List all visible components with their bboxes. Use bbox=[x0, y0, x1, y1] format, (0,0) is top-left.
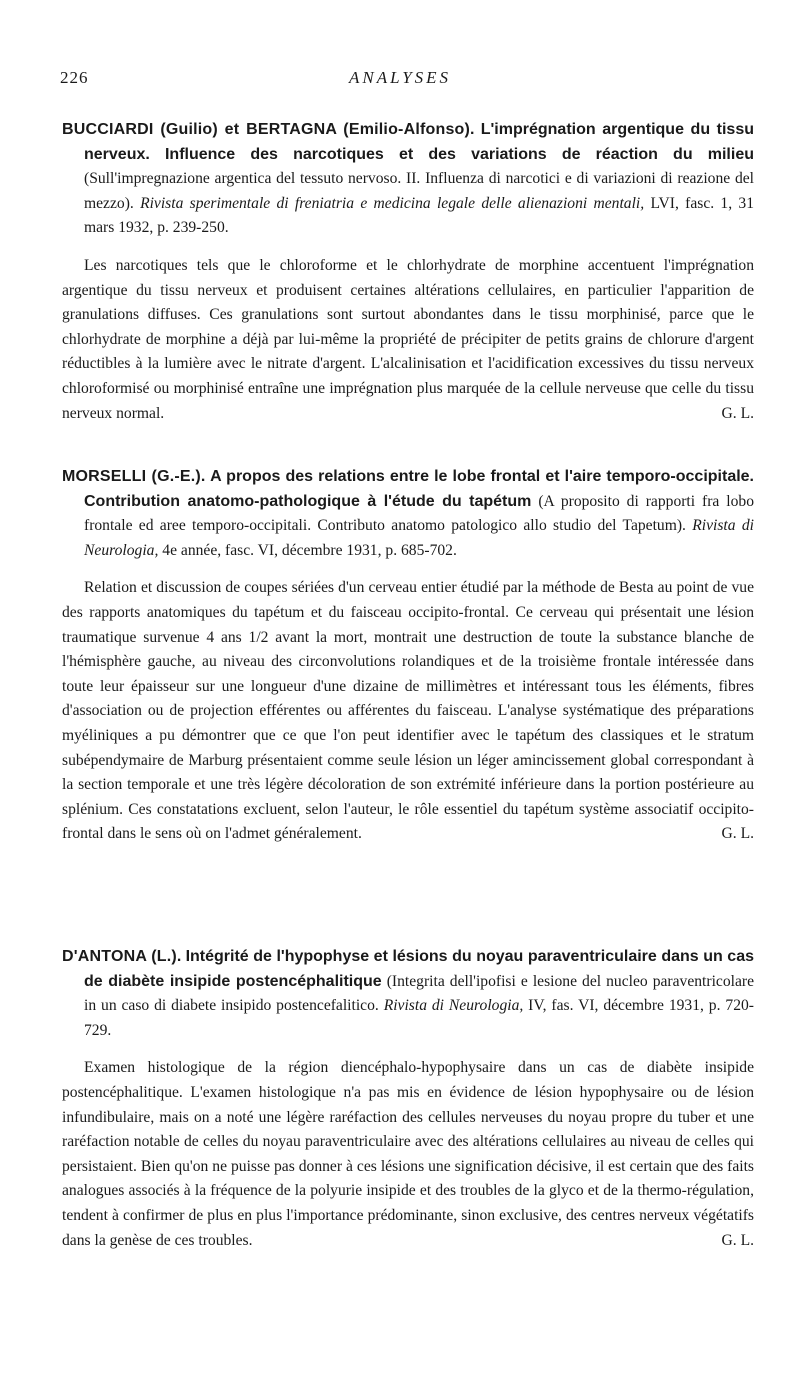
entry-authors: MORSELLI (G.-E.). bbox=[62, 468, 206, 485]
reviewer-signature: G. L. bbox=[721, 1231, 754, 1249]
publication-details: IV, fas. VI, décembre 1931, p. 720-729. bbox=[84, 997, 754, 1039]
page-header bbox=[60, 68, 740, 92]
journal-name: Rivista sperimentale di freniatria e medicina legale delle alienazioni mentali, bbox=[140, 194, 645, 212]
review-text bbox=[62, 576, 754, 847]
review-body: Relation et discussion de coupes sériées d'un cerveau entier étudié par la méthode de Besta au point de vue des rapports anatomiques du tapétum et du faisceau occipito-frontal. Ce cerveau qui présentait une lésion traumatique survenue 4 ans 1/2 avant la mort, montrait une destruction de toute la substance blanche de l'hémisphère gauche, au niveau des circonvolutions rolandiques et de la troisième frontale intéressée dans toute leur épaisseur sur une longueur d'une dizaine de millimètres et intéressant tous les éléments, fibres d'association ou de projection efférentes ou afférentes du faisceau. L'analyse systématique des préparations myéliniques a pu démontrer que ce que l'on peut identifier avec le tapétum des classiques et le stratum subépendymaire de Marburg présentaient comme seule lésion un léger amincissement global correspondant à la section temporale et une très légère décoloration de son extrémité inférieure dans la portion postérieure au splénium. Ces constatations excluent, selon l'auteur, le rôle essentiel du tapétum système associatif occipito-frontal dans le sens où on l'admet généralement. bbox=[62, 579, 754, 843]
running-title: ANALYSES bbox=[348, 68, 452, 87]
reviewer-signature: G. L. bbox=[721, 404, 754, 422]
entry-authors: BUCCIARDI (Guilio) et BERTAGNA (Emilio-Alfonso). bbox=[62, 121, 475, 138]
publication-details: 4e année, fasc. VI, décembre 1931, p. 685-702. bbox=[162, 541, 457, 559]
journal-name: Rivista di Neurologia, bbox=[383, 997, 524, 1015]
reviewer-signature: G. L. bbox=[721, 825, 754, 843]
publication-details: LVI, fasc. 1, 31 mars 1932, p. 239-250. bbox=[84, 194, 754, 237]
citation bbox=[62, 465, 754, 563]
entry-title: L'imprégnation argentique du tissu nerveux. Influence des narcotiques et des variations de réaction du milieu bbox=[84, 121, 754, 163]
review-body: Examen histologique de la région diencéphalo-hypophysaire dans un cas de diabète insipide postencéphalitique. L'examen histologique n'a pas mis en évidence de lésion hypophysaire ou de lésion infundibulaire, mais on a noté une légère raréfaction des cellules nerveuses du noyau propre du tuber et une raréfaction notable de celles du noyau paraventriculaire avec des altérations cellulaires au niveau de celles qui persistaient. Bien qu'on ne puisse pas donner à ces lésions une signification décisive, il est certain que des faits analogues associés à la fréquence de la polyurie insipide et des troubles de la glyco et de la thermo-régulation, tendent à confirmer de plus en plus l'importance prédominante, sinon exclusive, des centres nerveux végétatifs dans la genèse de ces troubles. bbox=[62, 1059, 754, 1249]
review-text bbox=[62, 1056, 754, 1253]
original-title: (Integrita dell'ipofisi e lesione del nucleo paraventricolare in un caso di diabete insipido postencefalitico. bbox=[84, 972, 754, 1015]
review-entry bbox=[62, 465, 754, 847]
entry-title: Intégrité de l'hypophyse et lésions du noyau paraventriculaire dans un cas de diabète insipide postencéphalitique bbox=[84, 948, 755, 990]
citation bbox=[62, 945, 754, 1043]
review-body: Les narcotiques tels que le chloroforme et le chlorhydrate de morphine accentuent l'imprégnation argentique du tissu nerveux et produisent certaines altérations cellulaires, en particulier l'apparition de granulations diffuses. Ces granulations sont surtout abondantes dans le tissu morphinisé, parce que le chlorhydrate de morphine a déjà par lui-même la propriété de précipiter de petits grains de chlorure d'argent réductibles à la lumière avec le nitrate d'argent. L'alcalinisation et l'acidification excessives du tissu nerveux chloroformisé ou morphinisé entraîne une imprégnation plus marquée de la cellule nerveuse que celle du tissu nerveux normal. bbox=[62, 256, 754, 422]
entry-authors: D'ANTONA (L.). bbox=[62, 948, 182, 965]
review-entry bbox=[62, 945, 754, 1253]
original-title: (Sull'impregnazione argentica del tessuto nervoso. II. Influenza di narcotici e di variazioni di reazione del mezzo). bbox=[84, 170, 754, 212]
citation bbox=[62, 118, 754, 241]
entry-title: A propos des relations entre le lobe frontal et l'aire temporo-occipitale. Contribution anatomo-pathologique à l'étude du tapétum bbox=[84, 468, 754, 510]
page-number: 226 bbox=[60, 68, 89, 87]
journal-name: Rivista di Neurologia, bbox=[84, 517, 754, 559]
review-entry bbox=[62, 118, 754, 426]
review-text bbox=[62, 254, 754, 426]
original-title: (A proposito di rapporti fra lobo frontale ed aree temporo-occipitali. Contributo anatomo patologico allo studio del Tapetum). bbox=[84, 492, 754, 535]
